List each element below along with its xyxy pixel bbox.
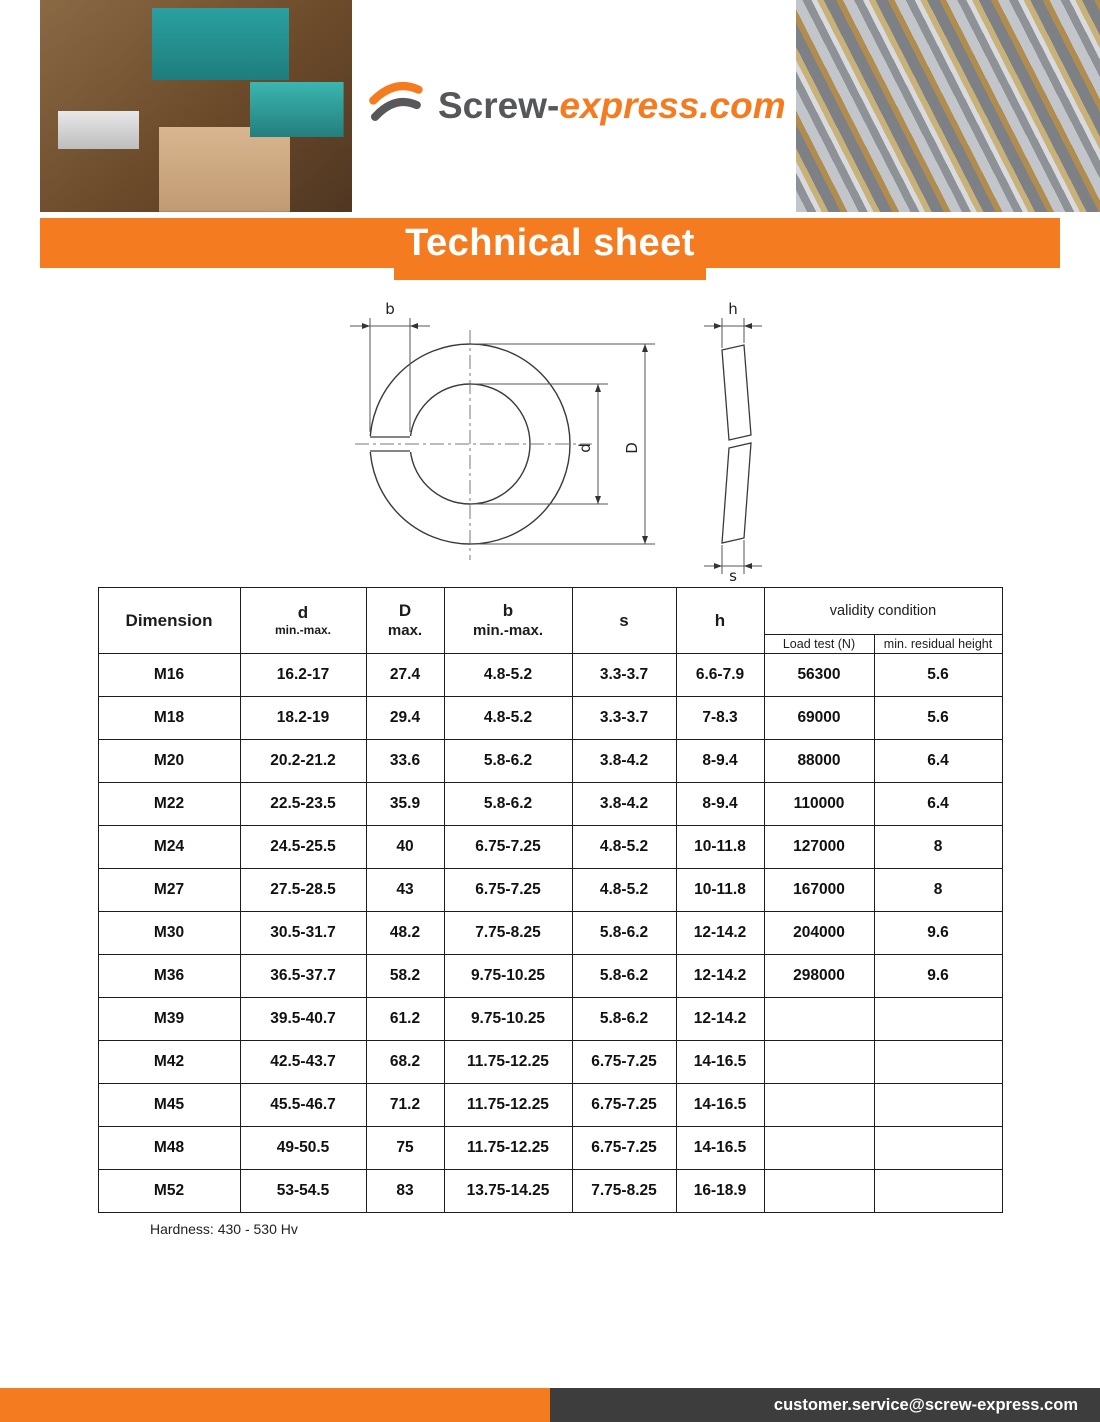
table-cell	[874, 1084, 1002, 1127]
table-cell: 9.75-10.25	[444, 955, 572, 998]
table-cell: 204000	[764, 912, 874, 955]
table-cell: 7.75-8.25	[572, 1170, 676, 1213]
col-header-min-residual-height: min. residual height	[874, 635, 1002, 654]
table-cell: 58.2	[366, 955, 444, 998]
table-cell: 298000	[764, 955, 874, 998]
table-cell: 56300	[764, 654, 874, 697]
col-header-b-sub: min.-max.	[472, 622, 544, 640]
table-cell: 49-50.5	[240, 1127, 366, 1170]
table-row	[98, 1127, 1002, 1170]
table-cell: M30	[98, 912, 240, 955]
col-header-b	[444, 588, 572, 654]
table-row	[98, 740, 1002, 783]
spec-table	[98, 587, 1003, 1213]
table-cell: 43	[366, 869, 444, 912]
title-ribbon	[394, 268, 706, 280]
table-cell	[764, 1084, 874, 1127]
table-cell: 9.6	[874, 955, 1002, 998]
table-row	[98, 783, 1002, 826]
table-cell: 39.5-40.7	[240, 998, 366, 1041]
table-cell: 71.2	[366, 1084, 444, 1127]
table-cell: 11.75-12.25	[444, 1127, 572, 1170]
washer-drawing-svg	[270, 292, 830, 582]
table-cell: 6.4	[874, 740, 1002, 783]
table-cell: M42	[98, 1041, 240, 1084]
table-row	[98, 1170, 1002, 1213]
hardness-note: Hardness: 430 - 530 Hv	[150, 1221, 298, 1238]
table-cell	[874, 1127, 1002, 1170]
table-cell: 16-18.9	[676, 1170, 764, 1213]
table-cell: 35.9	[366, 783, 444, 826]
table-cell: 16.2-17	[240, 654, 366, 697]
table-cell: 5.8-6.2	[444, 783, 572, 826]
table-cell: M18	[98, 697, 240, 740]
table-cell: 48.2	[366, 912, 444, 955]
table-cell: 7.75-8.25	[444, 912, 572, 955]
table-cell: M36	[98, 955, 240, 998]
col-header-D-label: D	[398, 601, 412, 621]
table-cell	[764, 1170, 874, 1213]
table-cell: M39	[98, 998, 240, 1041]
table-cell: 5.8-6.2	[444, 740, 572, 783]
table-cell: 167000	[764, 869, 874, 912]
table-cell: 3.3-3.7	[572, 654, 676, 697]
table-row	[98, 1041, 1002, 1084]
table-cell: 10-11.8	[676, 869, 764, 912]
table-row	[98, 654, 1002, 697]
table-cell: 14-16.5	[676, 1084, 764, 1127]
table-cell: 8	[874, 869, 1002, 912]
table-row	[98, 869, 1002, 912]
table-cell: 5.6	[874, 697, 1002, 740]
brand-name-prefix: Screw-	[438, 85, 560, 126]
technical-drawing	[270, 292, 830, 587]
table-cell: 69000	[764, 697, 874, 740]
table-cell: 20.2-21.2	[240, 740, 366, 783]
table-cell: 53-54.5	[240, 1170, 366, 1213]
table-cell: 6.6-7.9	[676, 654, 764, 697]
table-cell: 8	[874, 826, 1002, 869]
brand-logo	[362, 0, 786, 212]
table-cell: 9.75-10.25	[444, 998, 572, 1041]
table-cell: M27	[98, 869, 240, 912]
table-cell: 12-14.2	[676, 912, 764, 955]
side-view	[722, 345, 751, 543]
table-cell: 61.2	[366, 998, 444, 1041]
table-row	[98, 998, 1002, 1041]
col-header-load-test: Load test (N)	[764, 635, 874, 654]
table-cell: 22.5-23.5	[240, 783, 366, 826]
label-b: b	[385, 300, 395, 318]
table-cell: 4.8-5.2	[572, 869, 676, 912]
table-cell: 5.6	[874, 654, 1002, 697]
table-cell: 8-9.4	[676, 740, 764, 783]
table-cell: 8-9.4	[676, 783, 764, 826]
table-cell: 6.75-7.25	[444, 869, 572, 912]
table-cell: 12-14.2	[676, 998, 764, 1041]
masthead	[0, 0, 1100, 212]
table-cell: 75	[366, 1127, 444, 1170]
table-cell: 6.75-7.25	[572, 1127, 676, 1170]
table-cell: M45	[98, 1084, 240, 1127]
table-cell	[874, 998, 1002, 1041]
brand-swoosh-icon	[362, 77, 428, 135]
table-cell: 83	[366, 1170, 444, 1213]
table-cell: 5.8-6.2	[572, 912, 676, 955]
table-row	[98, 826, 1002, 869]
label-D: D	[623, 442, 641, 454]
page-title: Technical sheet	[405, 221, 695, 264]
header-photo-workbench	[40, 0, 352, 212]
table-cell	[874, 1041, 1002, 1084]
table-cell: 110000	[764, 783, 874, 826]
col-header-D-sub: max.	[387, 622, 423, 640]
table-cell: 11.75-12.25	[444, 1084, 572, 1127]
col-header-dimension: Dimension	[98, 588, 240, 654]
table-cell: 7-8.3	[676, 697, 764, 740]
table-cell: 3.3-3.7	[572, 697, 676, 740]
table-cell: 36.5-37.7	[240, 955, 366, 998]
table-cell: 6.4	[874, 783, 1002, 826]
table-row	[98, 955, 1002, 998]
label-h: h	[728, 300, 738, 318]
table-cell: 27.4	[366, 654, 444, 697]
table-cell	[764, 998, 874, 1041]
table-cell: 10-11.8	[676, 826, 764, 869]
title-band	[40, 218, 1060, 268]
table-cell: 9.6	[874, 912, 1002, 955]
table-cell: 11.75-12.25	[444, 1041, 572, 1084]
table-cell: 127000	[764, 826, 874, 869]
col-header-validity-condition: validity condition	[764, 588, 1002, 635]
table-cell: 5.8-6.2	[572, 955, 676, 998]
table-row	[98, 912, 1002, 955]
table-cell: 6.75-7.25	[572, 1084, 676, 1127]
footer-accent-bar	[0, 1388, 550, 1422]
table-cell: 4.8-5.2	[444, 654, 572, 697]
table-cell: M48	[98, 1127, 240, 1170]
table-row	[98, 1084, 1002, 1127]
col-header-s: s	[572, 588, 676, 654]
table-cell: 3.8-4.2	[572, 783, 676, 826]
footer-email-link[interactable]: customer.service@screw-express.com	[773, 1395, 1078, 1414]
table-cell: 45.5-46.7	[240, 1084, 366, 1127]
col-header-d-sub: min.-max.	[274, 623, 331, 638]
label-s: s	[729, 567, 737, 582]
label-d: d	[576, 443, 594, 453]
header-photo-screws	[796, 0, 1100, 212]
table-row	[98, 697, 1002, 740]
brand-name	[438, 85, 786, 127]
table-cell: M22	[98, 783, 240, 826]
dimension-h	[704, 318, 762, 348]
brand-name-suffix: express.com	[559, 85, 786, 126]
col-header-d	[240, 588, 366, 654]
table-cell: 14-16.5	[676, 1041, 764, 1084]
spec-table-body	[98, 654, 1002, 1213]
table-cell: 6.75-7.25	[444, 826, 572, 869]
col-header-b-label: b	[502, 601, 514, 621]
table-cell: 29.4	[366, 697, 444, 740]
table-cell: 40	[366, 826, 444, 869]
footer	[0, 1388, 1100, 1422]
table-cell	[874, 1170, 1002, 1213]
table-cell: M20	[98, 740, 240, 783]
table-cell	[764, 1041, 874, 1084]
table-cell: 4.8-5.2	[572, 826, 676, 869]
table-cell: 13.75-14.25	[444, 1170, 572, 1213]
table-cell: 3.8-4.2	[572, 740, 676, 783]
table-cell: 5.8-6.2	[572, 998, 676, 1041]
table-cell: 14-16.5	[676, 1127, 764, 1170]
table-cell: 6.75-7.25	[572, 1041, 676, 1084]
table-cell: 30.5-31.7	[240, 912, 366, 955]
col-header-h: h	[676, 588, 764, 654]
table-cell: 42.5-43.7	[240, 1041, 366, 1084]
col-header-d-label: d	[297, 603, 309, 623]
table-cell: 12-14.2	[676, 955, 764, 998]
footer-contact-bar	[550, 1388, 1100, 1422]
table-cell: 24.5-25.5	[240, 826, 366, 869]
table-cell: 18.2-19	[240, 697, 366, 740]
table-cell: M52	[98, 1170, 240, 1213]
table-cell: 68.2	[366, 1041, 444, 1084]
table-cell: 88000	[764, 740, 874, 783]
table-cell: M16	[98, 654, 240, 697]
table-cell	[764, 1127, 874, 1170]
table-cell: 4.8-5.2	[444, 697, 572, 740]
spec-table-head	[98, 588, 1002, 654]
table-cell: 27.5-28.5	[240, 869, 366, 912]
table-cell: M24	[98, 826, 240, 869]
table-cell: 33.6	[366, 740, 444, 783]
col-header-D	[366, 588, 444, 654]
